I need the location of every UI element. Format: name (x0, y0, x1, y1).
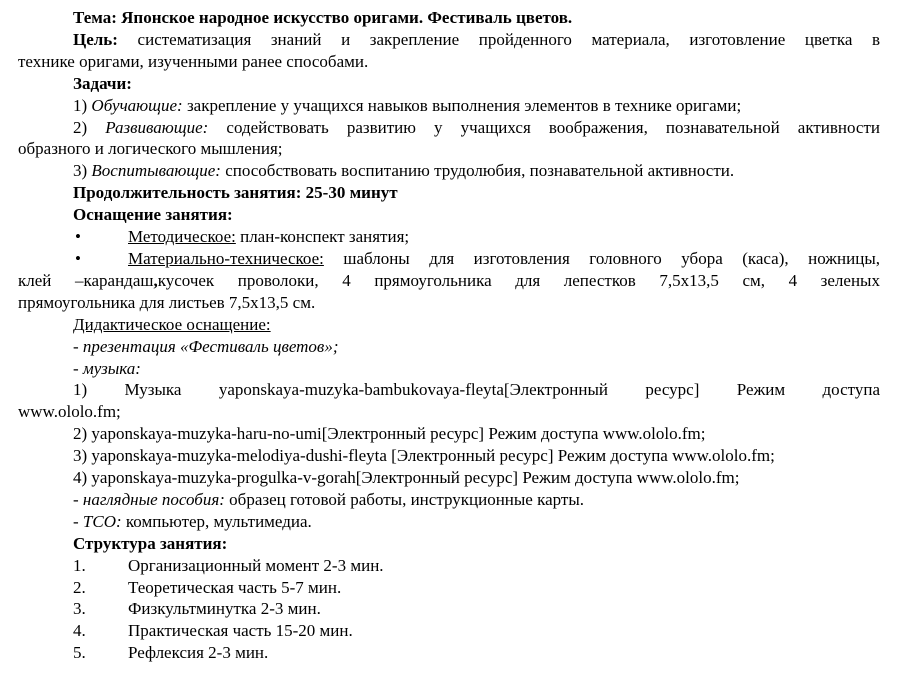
didactic-music-label (18, 358, 880, 380)
structure-item-text: Теоретическая часть 5-7 мин. (128, 577, 342, 597)
visual-text: образец готовой работы, инструкционные карты. (224, 489, 585, 509)
tasks-heading (18, 73, 880, 95)
goal-line-1 (18, 29, 880, 51)
tso-text: компьютер, мультимедиа. (121, 511, 312, 531)
task-1-num: 1) (73, 95, 92, 115)
task-3-num: 3) (73, 161, 92, 181)
material-text-2c: кусочек проволоки, 4 прямоугольника для лепестков 7,5х13,5 см, 4 зеленых (157, 270, 880, 290)
task-1 (18, 95, 880, 117)
structure-heading-text: Структура занятия: (73, 533, 228, 553)
bullet-icon: • (75, 227, 81, 247)
equipment-heading (18, 204, 880, 226)
structure-item (18, 598, 880, 620)
music-2: 2) yaponskaya-muzyka-haru-no-umi[Электронный ресурс] Режим доступа www.ololo.fm; (73, 424, 706, 444)
equipment-methodical (18, 226, 880, 248)
material-text-1: шаблоны для изготовления головного убора (каса), ножницы, (323, 248, 880, 268)
topic-label: Тема: (73, 8, 117, 27)
structure-heading (18, 533, 880, 555)
task-1-text: закрепление у учащихся навыков выполнения элементов в технике оригами; (182, 95, 742, 115)
music-3: 3) yaponskaya-muzyka-melodiya-dushi-fleyta [Электронный ресурс] Режим доступа www.ololo.fm; (73, 446, 775, 466)
structure-item (18, 642, 880, 664)
topic-line (18, 7, 880, 29)
task-2-text-1: содействовать развитию у учащихся воображения, познавательной активности (208, 117, 880, 137)
tasks-heading-text: Задачи: (73, 73, 132, 93)
structure-item-num: 1. (73, 555, 86, 575)
tso-label: - ТСО: (73, 511, 122, 531)
task-3 (18, 160, 880, 182)
task-1-kind: Обучающие: (91, 95, 183, 115)
didactic-heading (18, 314, 880, 336)
structure-item-num: 4. (73, 621, 86, 641)
equipment-heading-text: Оснащение занятия: (73, 205, 233, 225)
structure-item-text: Рефлексия 2-3 мин. (128, 643, 269, 663)
didactic-presentation (18, 336, 880, 358)
structure-item (18, 577, 880, 599)
task-3-text: способствовать воспитанию трудолюбия, познавательной активности. (220, 161, 735, 181)
visual-label: - наглядные пособия: (73, 489, 225, 509)
task-3-kind: Воспитывающие: (91, 161, 221, 181)
music-1-line-1: 1) Музыка yaponskaya-muzyka-bambukovaya-fleyta[Электронный ресурс] Режим доступа (73, 380, 880, 400)
material-text-2a: клей –карандаш (18, 270, 154, 290)
methodical-text: план-конспект занятия; (235, 227, 410, 247)
duration-line (18, 182, 880, 204)
didactic-visual (18, 489, 880, 511)
didactic-heading-text: Дидактическое оснащение: (73, 314, 271, 334)
didactic-tso (18, 511, 880, 533)
structure-item-num: 3. (73, 599, 86, 619)
duration-text: Продолжительность занятия: 25-30 минут (73, 183, 398, 203)
structure-item-num: 2. (73, 577, 86, 597)
goal-line-2: технике оригами, изученными ранее способами. (18, 51, 369, 71)
topic-value: Японское народное искусство оригами. Фестиваль цветов. (116, 8, 573, 27)
music-label-text: - музыка: (73, 358, 141, 378)
music-1-line-2: www.ololo.fm; (18, 402, 121, 422)
structure-item-text: Физкультминутка 2-3 мин. (128, 599, 321, 619)
task-2-line-1 (18, 117, 880, 139)
goal-text-1: систематизация знаний и закрепление пройденного материала, изготовление цветка в (117, 29, 880, 49)
structure-item (18, 555, 880, 577)
equipment-material-line-2 (18, 270, 880, 292)
methodical-label: Методическое: (128, 227, 236, 247)
task-2-kind: Развивающие: (105, 117, 209, 137)
task-2-num: 2) (73, 117, 106, 137)
music-4: 4) yaponskaya-muzyka-progulka-v-gorah[Электронный ресурс] Режим доступа www.ololo.fm; (73, 468, 740, 488)
structure-item-num: 5. (73, 643, 86, 663)
material-label: Материально-техническое: (128, 248, 324, 268)
goal-label: Цель: (73, 29, 118, 49)
bullet-icon: • (75, 248, 81, 268)
structure-item (18, 620, 880, 642)
equipment-material-line-1 (18, 248, 880, 270)
material-text-2b: , (153, 270, 158, 290)
equipment-material-line-3: прямоугольника для листьев 7,5х13,5 см. (18, 292, 316, 312)
structure-item-text: Организационный момент 2-3 мин. (128, 555, 384, 575)
structure-item-text: Практическая часть 15-20 мин. (128, 621, 353, 641)
task-2-line-2: образного и логического мышления; (18, 139, 283, 159)
presentation-text: - презентация «Фестиваль цветов»; (73, 336, 339, 356)
